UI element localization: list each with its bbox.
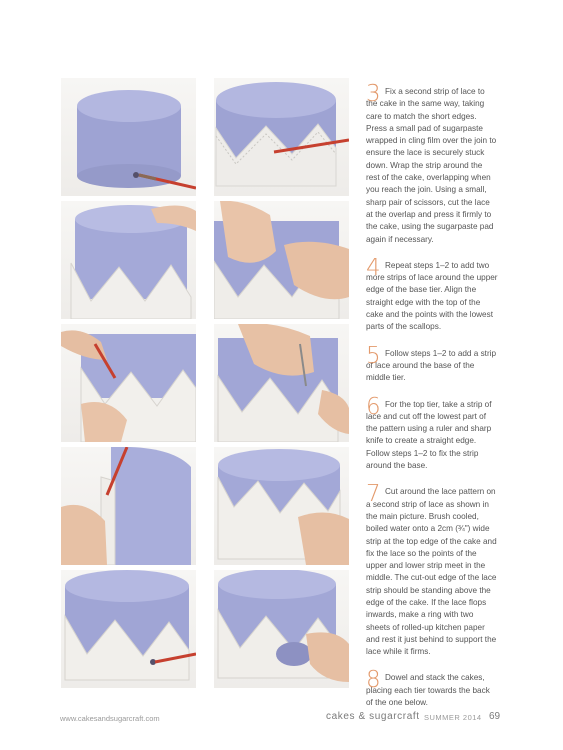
- step-number: 4: [366, 254, 381, 281]
- step-number: 8: [366, 667, 381, 694]
- step-photo-10: [214, 570, 349, 688]
- step-text: Follow steps 1–2 to add a strip of lace around the base of the middle tier.: [366, 348, 497, 383]
- step-number: 5: [366, 342, 381, 369]
- step-4: [366, 254, 498, 334]
- step-photo-3: [61, 201, 196, 319]
- step-text: Fix a second strip of lace to the cake in the same way, taking care to match the short edges. Press a small pad of sugarpaste wrapped in cling film over the join to ensure the lace is securely stuck down. Wrap the strip around the rest of the cake, overlapping when you reach the join. Using a small, sharp pair of scissors, cut the lace at the overlap and press it firmly to the cake, using the sugarpaste pad again if necessary.: [366, 87, 497, 244]
- step-photo-5: [61, 324, 196, 442]
- page-number: 69: [489, 711, 501, 722]
- footer-issue: SUMMER 2014: [424, 713, 482, 722]
- step-number: 6: [366, 393, 381, 420]
- step-photo-2: [214, 78, 349, 196]
- step-text: Dowel and stack the cakes, placing each tier towards the back of the one below.: [366, 673, 490, 708]
- step-text: Repeat steps 1–2 to add two more strips of lace around the upper edge of the base tier. Align the straight edge with the top of the cake and the points with the lowest parts of the scallops.: [366, 260, 498, 332]
- step-photo-9: [61, 570, 196, 688]
- step-7: [366, 481, 498, 658]
- step-photo-7: [61, 447, 196, 565]
- step-photo-1: [61, 78, 196, 196]
- footer-magazine-name: cakes & sugarcraft: [326, 711, 420, 722]
- step-8: [366, 667, 498, 709]
- step-text: Cut around the lace pattern on a second strip of lace as shown in the main picture. Brush cooled, boiled water onto a 2cm (¾") wide strip at the top edge of the cake and fix the lace so the points of the upper and lower strip meet in the middle. The cut-out edge of the lace strip should be standing above the edge of the cake. If the lace flops inwards, make a ring with two sheets of rolled-up kitchen paper and rest it just behind to support the lace while it firms.: [366, 487, 497, 657]
- step-3: [366, 81, 498, 246]
- step-photo-4: [214, 201, 349, 319]
- step-6: [366, 393, 498, 473]
- step-number: 7: [366, 481, 381, 508]
- step-5: [366, 342, 498, 385]
- step-photo-6: [214, 324, 349, 442]
- footer-website-url: www.cakesandsugarcraft.com: [60, 714, 160, 723]
- step-text: For the top tier, take a strip of lace and cut off the lowest part of the pattern using a ruler and sharp knife to create a straight edge. Follow steps 1–2 to fix the strip around the base.: [366, 399, 492, 471]
- instructions: [366, 81, 501, 723]
- step-number: 3: [366, 81, 381, 107]
- step-photo-8: [214, 447, 349, 565]
